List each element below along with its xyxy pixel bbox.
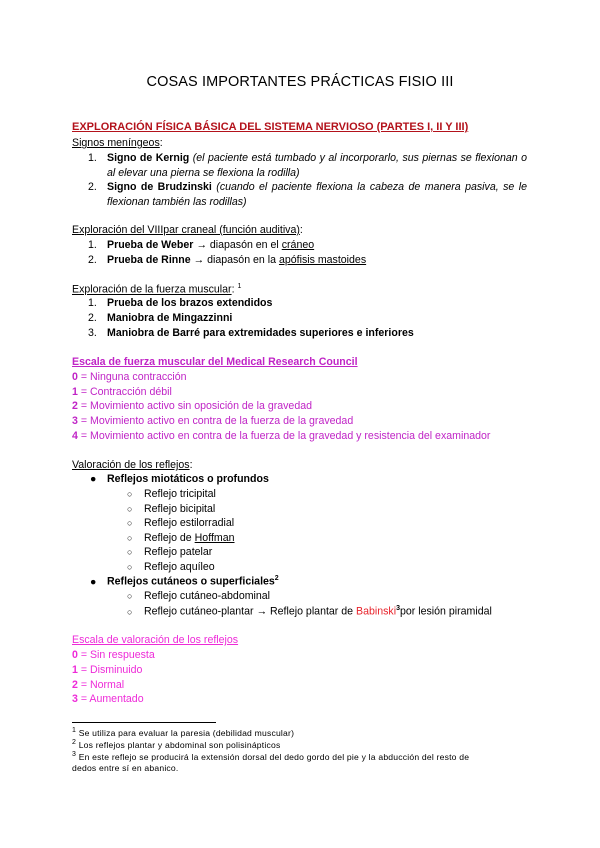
score: 0 bbox=[72, 649, 78, 661]
reflex-text: Reflejo cutáneo-plantar → Reflejo plantar de bbox=[144, 605, 354, 618]
mrc-item-0 bbox=[72, 371, 187, 383]
deep-reflexes-bullet bbox=[90, 473, 269, 485]
strength-item-2 bbox=[88, 312, 232, 324]
page-title: COSAS IMPORTANTES PRÁCTICAS FISIO III bbox=[146, 74, 454, 90]
item-name: Maniobra de Mingazzinni bbox=[107, 312, 233, 324]
circle-bullet-icon: ○ bbox=[127, 489, 133, 499]
circle-bullet-icon: ○ bbox=[127, 547, 133, 557]
list-number: 2. bbox=[88, 312, 97, 324]
score: 1 bbox=[72, 664, 78, 676]
item-desc: (cuando el paciente flexiona la cabeza de manera pasiva, se le flexionan también las rodillas) bbox=[107, 181, 527, 208]
mrc-item-1 bbox=[72, 386, 172, 398]
score: 1 bbox=[72, 386, 78, 398]
circle-bullet-icon: ○ bbox=[127, 504, 133, 514]
item-place: apófisis mastoides bbox=[278, 254, 367, 266]
scale2-item-3 bbox=[72, 693, 144, 705]
reflex-text: Reflejo bicipital bbox=[144, 503, 216, 515]
deep-reflex-item-3 bbox=[127, 517, 234, 529]
list-number: 2. bbox=[88, 254, 97, 266]
superficial-reflexes-bullet bbox=[90, 575, 279, 588]
footnote-text: dedos entre sí en abanico. bbox=[72, 763, 179, 773]
score: 2 bbox=[72, 400, 78, 412]
circle-bullet-icon: ○ bbox=[127, 518, 133, 528]
score-text: = Aumentado bbox=[80, 693, 144, 705]
footnote-ref-3: 3 bbox=[396, 605, 400, 612]
reflex-text-end: por lesión piramidal bbox=[399, 605, 492, 618]
score-text: = Sin respuesta bbox=[80, 649, 155, 661]
mrc-heading: Escala de fuerza muscular del Medical Research Council bbox=[72, 356, 358, 368]
deep-reflex-item-5 bbox=[127, 546, 212, 558]
bullet-icon: ● bbox=[90, 473, 97, 485]
strength-item-1 bbox=[88, 297, 272, 309]
circle-bullet-icon: ○ bbox=[127, 606, 133, 617]
score: 3 bbox=[72, 415, 78, 427]
score-text: = Ninguna contracción bbox=[80, 371, 187, 383]
mrc-item-2 bbox=[72, 400, 312, 412]
bullet-title: Reflejos cutáneos o superficiales bbox=[107, 575, 275, 588]
score: 0 bbox=[72, 371, 78, 383]
superficial-reflex-item-2 bbox=[127, 605, 492, 618]
item-place: cráneo bbox=[281, 239, 315, 251]
item-name: Signo de Brudzinski bbox=[107, 181, 212, 193]
deep-reflex-item-1 bbox=[127, 488, 216, 500]
circle-bullet-icon: ○ bbox=[127, 591, 133, 601]
babinski-text: Babinski bbox=[356, 605, 397, 618]
score-text: = Contracción débil bbox=[80, 386, 172, 398]
footnote-2 bbox=[72, 739, 280, 750]
reflex-text: Reflejo aquíleo bbox=[144, 561, 215, 573]
item-name: Maniobra de Barré para extremidades superiores e inferiores bbox=[107, 327, 414, 339]
bullet-title: Reflejos miotáticos o profundos bbox=[107, 473, 269, 485]
item-desc: (el paciente está tumbado y al incorporarlo, sus piernas se flexionan o al elevar una pierna se flexiona la rodilla) bbox=[107, 152, 527, 179]
score-text: = Disminuido bbox=[80, 664, 143, 676]
item-name: Prueba de Weber bbox=[107, 239, 194, 251]
footnote-text: Los reflejos plantar y abdominal son polisinápticos bbox=[78, 739, 281, 750]
scale2-heading: Escala de valoración de los reflejos bbox=[72, 634, 239, 646]
score-text: = Movimiento activo en contra de la fuerza de la gravedad y resistencia del examinador bbox=[80, 430, 491, 442]
score-text: = Movimiento activo sin oposición de la gravedad bbox=[80, 400, 312, 412]
footnote-ref-1: 1 bbox=[237, 283, 242, 290]
deep-reflex-item-2 bbox=[127, 503, 215, 515]
item-name: Prueba de los brazos extendidos bbox=[107, 297, 273, 309]
strength-item-3 bbox=[88, 327, 414, 339]
reflex-text: Reflejo estilorradial bbox=[144, 517, 235, 529]
reflexes-label: Valoración de los reflejos bbox=[72, 459, 190, 471]
deep-reflex-item-4 bbox=[127, 532, 235, 544]
footnote-text: Se utiliza para evaluar la paresia (debilidad muscular) bbox=[78, 727, 295, 738]
scale2-item-1 bbox=[72, 664, 142, 676]
cranial-label: Exploración del VIIIpar craneal (función auditiva) bbox=[72, 224, 300, 236]
strength-label-line: Exploración de la fuerza muscular: $^1$ bbox=[72, 283, 242, 296]
bullet-icon: ● bbox=[90, 575, 97, 588]
item-name: Signo de Kernig bbox=[107, 152, 190, 164]
reflex-text: Reflejo tricipital bbox=[144, 488, 216, 500]
item-arrow-text: → diapasón en el bbox=[196, 239, 279, 251]
reflex-text: Reflejo patelar bbox=[144, 546, 213, 558]
scale2-item-2 bbox=[72, 679, 124, 691]
list-number: 1. bbox=[88, 297, 97, 309]
superficial-reflex-item-1 bbox=[127, 590, 270, 602]
circle-bullet-icon: ○ bbox=[127, 533, 133, 543]
score: 2 bbox=[72, 679, 78, 691]
section-heading-exploracion: EXPLORACIÓN FÍSICA BÁSICA DEL SISTEMA NERVIOSO (PARTES I, II Y III) bbox=[72, 121, 469, 133]
footnote-mark: 2 bbox=[72, 739, 77, 746]
score: 4 bbox=[72, 430, 78, 442]
item-arrow-text: → diapasón en la bbox=[193, 254, 277, 266]
score-text: = Normal bbox=[80, 679, 125, 691]
reflex-text: Reflejo de bbox=[144, 532, 192, 544]
scale2-item-0 bbox=[72, 649, 155, 661]
meningeal-item-2 bbox=[107, 180, 527, 210]
footnote-divider bbox=[72, 722, 216, 723]
meningeal-item-1 bbox=[107, 151, 527, 181]
reflex-text: Reflejo cutáneo-abdominal bbox=[144, 590, 271, 602]
reflexes-label-line: Valoración de los reflejos: bbox=[72, 459, 193, 471]
score: 3 bbox=[72, 693, 78, 705]
deep-reflex-item-6 bbox=[127, 561, 215, 573]
footnote-3 bbox=[72, 751, 469, 762]
meningeal-item-1-num bbox=[88, 152, 107, 164]
meningeal-item-2-num bbox=[88, 181, 107, 193]
footnote-mark: 1 bbox=[72, 727, 77, 734]
mrc-item-3 bbox=[72, 415, 353, 427]
cranial-item-1 bbox=[88, 239, 314, 251]
circle-bullet-icon: ○ bbox=[127, 562, 133, 572]
footnote-1 bbox=[72, 727, 294, 738]
list-number: 2. bbox=[88, 181, 97, 193]
strength-label: Exploración de la fuerza muscular bbox=[72, 283, 232, 296]
cranial-label-line: Exploración del VIIIpar craneal (función auditiva): bbox=[72, 224, 303, 236]
cranial-item-2 bbox=[88, 254, 366, 266]
meningeal-label-line: Signos meníngeos: bbox=[72, 137, 163, 149]
footnote-mark: 3 bbox=[72, 751, 77, 758]
list-number: 1. bbox=[88, 152, 97, 164]
hoffman-text: Hoffman bbox=[194, 532, 235, 544]
footnote-3-continued bbox=[72, 763, 179, 773]
footnote-text: En este reflejo se producirá la extensión dorsal del dedo gordo del pie y la abducción del resto de bbox=[78, 751, 470, 762]
meningeal-label: Signos meníngeos bbox=[72, 137, 160, 149]
item-name: Prueba de Rinne bbox=[107, 254, 191, 266]
list-number: 3. bbox=[88, 327, 97, 339]
list-number: 1. bbox=[88, 239, 97, 251]
score-text: = Movimiento activo en contra de la fuerza de la gravedad bbox=[80, 415, 354, 427]
mrc-item-4 bbox=[72, 430, 490, 442]
footnote-ref-2: 2 bbox=[274, 575, 279, 582]
